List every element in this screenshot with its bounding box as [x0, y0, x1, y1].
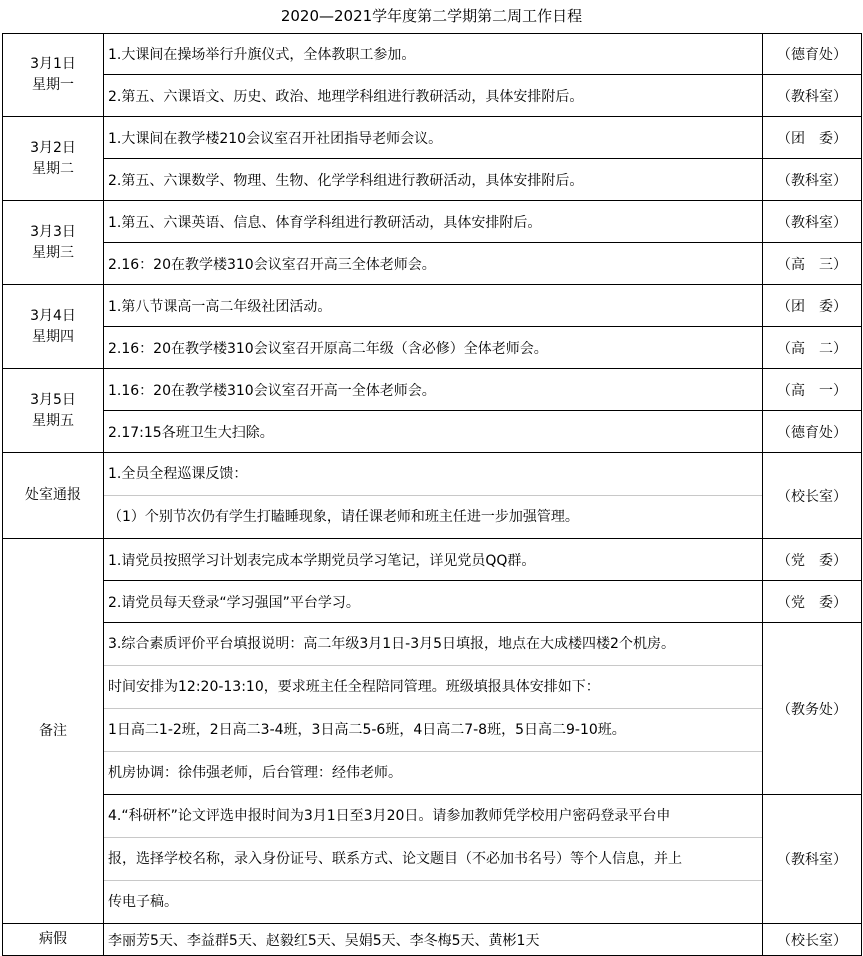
schedule-item: 2.16：20在教学楼310会议室召开原高二年级（含必修）全体老师会。 — [104, 327, 763, 369]
leave-text: 李丽芳5天、李益群5天、赵毅红5天、吴娟5天、李冬梅5天、黄彬1天 — [104, 924, 763, 956]
remarks-label: 备注 — [3, 539, 104, 924]
schedule-item: 2.第五、六课数学、物理、生物、化学学科组进行教研活动，具体安排附后。 — [104, 159, 763, 201]
schedule-item: 1.第五、六课英语、信息、体育学科组进行教研活动，具体安排附后。 — [104, 201, 763, 243]
table-row — [3, 411, 862, 453]
remark-line: 4.“科研杯”论文评选申报时间为3月1日至3月20日。请参加教师凭学校用户密码登录平台申 — [108, 808, 671, 824]
remark-line: 3.综合素质评价平台填报说明：高二年级3月1日-3月5日填报，地点在大成楼四楼2个机房。 — [108, 636, 675, 652]
remark-line: 报，选择学校名称，录入身份证号、联系方式、论文题目（不必加书名号）等个人信息，并上 — [108, 851, 682, 867]
notice-line: 1.全员全程巡课反馈： — [108, 466, 248, 482]
table-row — [3, 327, 862, 369]
day-cell-mon — [3, 34, 104, 117]
dept-label: （教科室） — [763, 201, 862, 243]
day-weekday: 星期二 — [32, 160, 74, 177]
remark-line: 传电子稿。 — [108, 894, 178, 910]
schedule-item: 1.16：20在教学楼310会议室召开高一全体老师会。 — [104, 369, 763, 411]
table-row — [3, 581, 862, 623]
dept-label: （高 一） — [763, 369, 862, 411]
dept-label: （党 委） — [763, 581, 862, 623]
dept-label: （教科室） — [763, 795, 862, 924]
dept-label: （党 委） — [763, 539, 862, 581]
dept-label: （校长室） — [763, 924, 862, 956]
table-row — [3, 201, 862, 243]
day-weekday: 星期四 — [32, 328, 74, 345]
page-title: 2020—2021学年度第二学期第二周工作日程 — [280, 7, 583, 25]
schedule-item: 2.16：20在教学楼310会议室召开高三全体老师会。 — [104, 243, 763, 285]
dept-label: （德育处） — [763, 34, 862, 75]
remark-item: 1.请党员按照学习计划表完成本学期党员学习笔记，详见党员QQ群。 — [104, 539, 763, 581]
table-row — [3, 243, 862, 285]
table-row — [3, 285, 862, 327]
table-row — [3, 795, 862, 924]
day-date: 3月1日 — [30, 56, 76, 72]
schedule-table — [2, 33, 862, 956]
leave-label: 病假 — [3, 924, 104, 956]
table-row — [3, 34, 862, 75]
schedule-item: 1.第八节课高一高二年级社团活动。 — [104, 285, 763, 327]
table-row — [3, 75, 862, 117]
remark-item — [104, 795, 763, 924]
day-cell-thu — [3, 285, 104, 369]
schedule-item: 1.大课间在教学楼210会议室召开社团指导老师会议。 — [104, 117, 763, 159]
dept-label: （高 二） — [763, 327, 862, 369]
day-weekday: 星期五 — [32, 412, 74, 429]
notice-line: （1）个别节次仍有学生打瞌睡现象，请任课老师和班主任进一步加强管理。 — [108, 509, 579, 525]
table-row — [3, 117, 862, 159]
table-row — [3, 453, 862, 539]
table-row — [3, 623, 862, 795]
schedule-item: 1.大课间在操场举行升旗仪式，全体教职工参加。 — [104, 34, 763, 75]
dept-label: （教科室） — [763, 159, 862, 201]
day-date: 3月4日 — [30, 307, 76, 324]
day-date: 3月5日 — [30, 391, 76, 408]
dept-label: （教务处） — [763, 623, 862, 795]
day-cell-tue — [3, 117, 104, 201]
remark-line: 时间安排为12:20-13:10，要求班主任全程陪同管理。班级填报具体安排如下： — [108, 679, 600, 695]
dept-label: （高 三） — [763, 243, 862, 285]
table-row — [3, 159, 862, 201]
notice-cell — [104, 453, 763, 539]
remark-item — [104, 623, 763, 795]
dept-label: （团 委） — [763, 285, 862, 327]
day-weekday: 星期一 — [32, 77, 74, 93]
dept-label: （校长室） — [763, 453, 862, 539]
notice-label: 处室通报 — [3, 453, 104, 539]
day-cell-fri — [3, 369, 104, 453]
day-weekday: 星期三 — [32, 244, 74, 261]
dept-label: （团 委） — [763, 117, 862, 159]
table-row — [3, 539, 862, 581]
day-date: 3月3日 — [30, 223, 76, 240]
remark-line: 机房协调：徐伟强老师，后台管理：经伟老师。 — [108, 765, 402, 781]
table-row — [3, 369, 862, 411]
remark-item: 2.请党员每天登录“学习强国”平台学习。 — [104, 581, 763, 623]
day-cell-wed — [3, 201, 104, 285]
schedule-item: 2.17:15各班卫生大扫除。 — [104, 411, 763, 453]
day-date: 3月2日 — [30, 139, 76, 156]
table-row — [3, 924, 862, 956]
dept-label: （教科室） — [763, 75, 862, 117]
remark-line: 1日高二1-2班，2日高二3-4班，3日高二5-6班，4日高二7-8班，5日高二9-10班。 — [108, 722, 626, 738]
schedule-item: 2.第五、六课语文、历史、政治、地理学科组进行教研活动，具体安排附后。 — [104, 75, 763, 117]
dept-label: （德育处） — [763, 411, 862, 453]
